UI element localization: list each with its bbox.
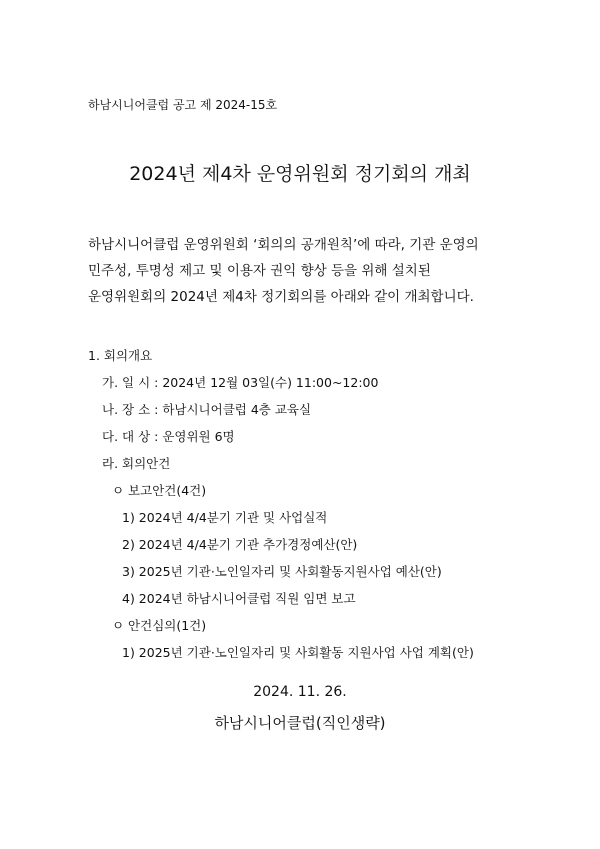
announcement-date: 2024. 11. 26. [253,684,347,700]
meeting-target-label: 다. 대 상 : [102,429,159,444]
meeting-date-value: 2024년 12월 03일(수) 11:00~12:00 [162,375,379,390]
intro-line: 민주성, 투명성 제고 및 이용자 권익 향상 등을 위해 설치된 [88,263,431,279]
intro-paragraph [88,232,528,310]
agenda-heading: 라. 회의안건 [102,456,171,471]
meeting-place-value: 하남시니어클럽 4층 교육실 [162,402,312,417]
report-item: 1) 2024년 4/4분기 기관 및 사업실적 [122,510,328,525]
intro-line: 하남시니어클럽 운영위원회 ‘회의의 공개원칙’에 따라, 기관 운영의 [88,237,479,253]
report-item: 3) 2025년 기관·노인일자리 및 사회활동지원사업 예산(안) [122,564,442,579]
meeting-place-row [102,400,311,418]
intro-line: 운영위원회의 2024년 제4차 정기회의를 아래와 같이 개최합니다. [88,289,474,305]
notice-number: 하남시니어클럽 공고 제 2024-15호 [88,98,278,112]
meeting-date-label: 가. 일 시 : [102,375,159,390]
section-heading: 1. 회의개요 [88,348,153,363]
review-item: 1) 2025년 기관·노인일자리 및 사회활동 지원사업 사업 계획(안) [122,645,474,660]
report-item: 4) 2024년 하남시니어클럽 직원 임면 보고 [122,591,356,606]
meeting-place-label: 나. 장 소 : [102,402,159,417]
meeting-target-row [102,427,235,445]
report-item: 2) 2024년 4/4분기 기관 추가경정예산(안) [122,537,358,552]
review-heading: ㅇ 안건심의(1건) [112,618,207,633]
meeting-target-value: 운영위원 6명 [162,429,235,444]
page-title: 2024년 제4차 운영위원회 정기회의 개최 [129,163,471,185]
meeting-date-row [102,373,378,391]
organization-name: 하남시니어클럽(직인생략) [214,714,386,732]
report-heading: ㅇ 보고안건(4건) [112,483,207,498]
